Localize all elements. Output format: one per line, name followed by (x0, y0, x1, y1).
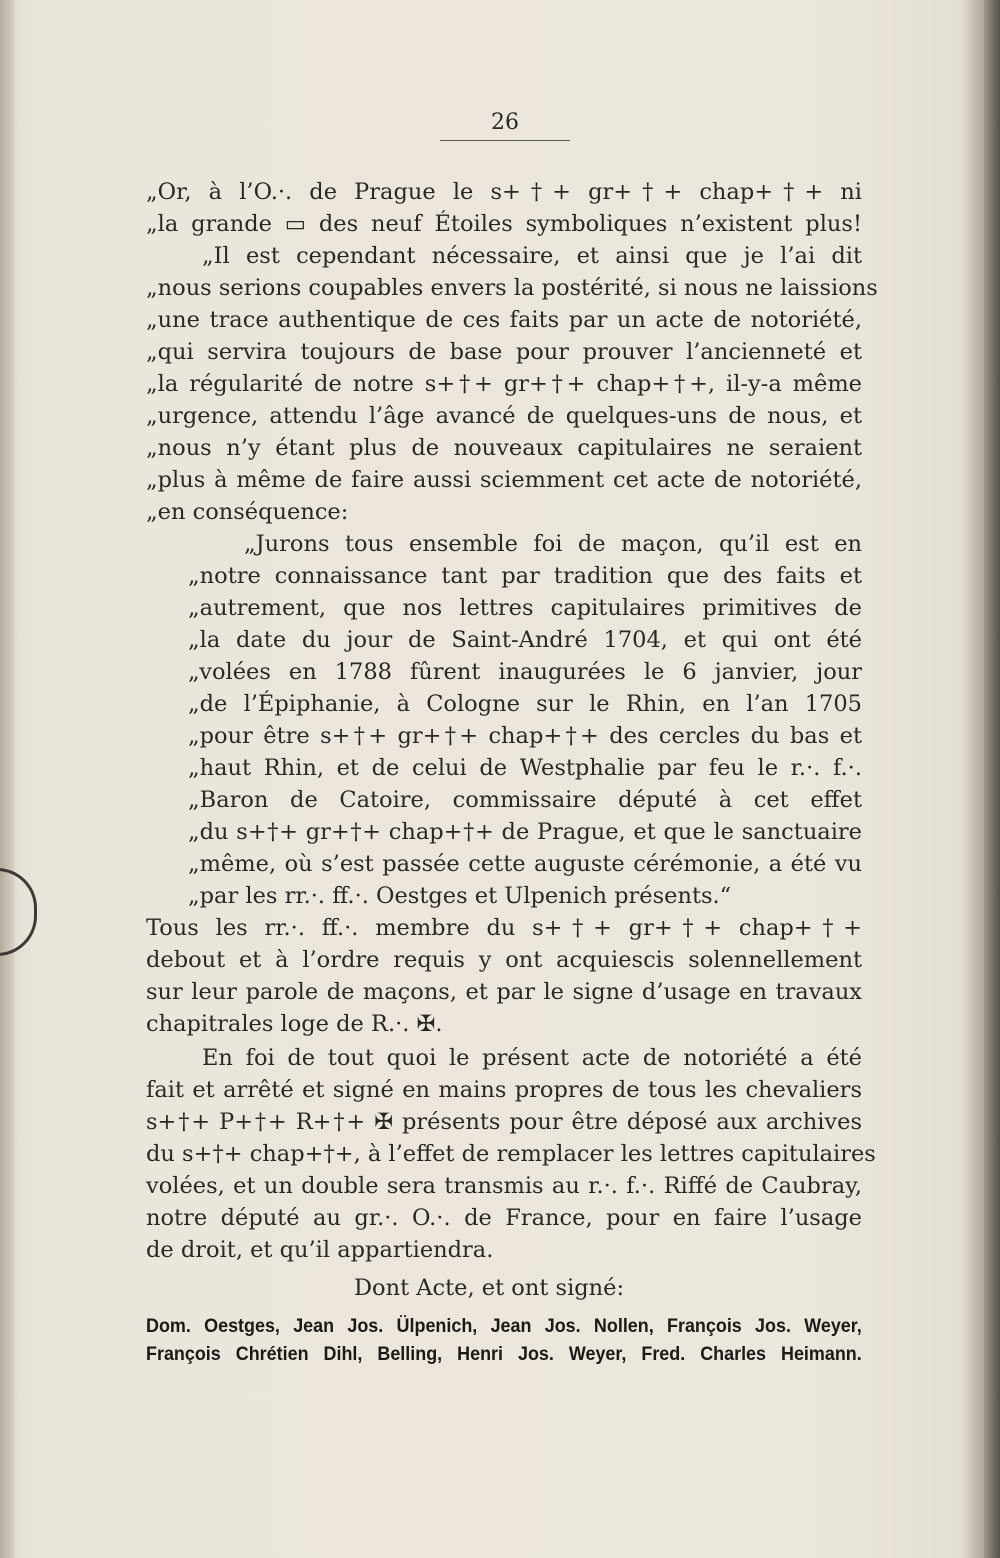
text-line: „nous n’y étant plus de nouveaux capitulaires ne seraient (146, 435, 862, 461)
text-line: debout et à l’ordre requis y ont acquiescis solennellement (146, 947, 862, 973)
text-line: „qui servira toujours de base pour prouver l’ancienneté et (146, 339, 862, 365)
text-line: „la date du jour de Saint-André 1704, et qui ont été (188, 627, 862, 653)
text-line: „de l’Épiphanie, à Cologne sur le Rhin, en l’an 1705 (188, 691, 862, 717)
text-line: „haut Rhin, et de celui de Westphalie par feu le r.·. f.·. (188, 755, 862, 781)
text-line: Dont Acte, et ont signé: (354, 1275, 625, 1301)
text-line: sur leur parole de maçons, et par le signe d’usage en travaux (146, 979, 862, 1005)
text-line: s+†+ P+†+ R+†+ ✠ présents pour être déposé aux archives (146, 1109, 862, 1135)
text-line: „du s+†+ gr+†+ chap+†+ de Prague, et que le sanctuaire (188, 819, 862, 845)
text-line: fait et arrêté et signé en mains propres de tous les chevaliers (146, 1077, 862, 1103)
text-line: du s+†+ chap+†+, à l’effet de remplacer les lettres capitulaires (146, 1141, 876, 1167)
text-line: volées, et un double sera transmis au r.·. f.·. Riffé de Caubray, (146, 1173, 862, 1199)
text-line: „pour être s+†+ gr+†+ chap+†+ des cercles du bas et (188, 723, 862, 749)
text-line: „urgence, attendu l’âge avancé de quelques-uns de nous, et (146, 403, 862, 429)
text-line: „autrement, que nos lettres capitulaires primitives de (188, 595, 862, 621)
binding-ring-mark (0, 868, 37, 956)
text-line: „la grande ▭ des neuf Étoiles symboliques n’existent plus! (146, 211, 862, 237)
signature-line: Dom. Oestges, Jean Jos. Ülpenich, Jean Jos. Nollen, François Jos. Weyer, (146, 1315, 862, 1337)
text-line: chapitrales loge de R.·. ✠. (146, 1011, 443, 1037)
text-line: En foi de tout quoi le présent acte de notoriété a été (202, 1045, 862, 1071)
text-line: „une trace authentique de ces faits par un acte de notoriété, (146, 307, 862, 333)
page-number-rule (440, 140, 570, 141)
text-line: „Baron de Catoire, commissaire député à cet effet (188, 787, 862, 813)
text-line: notre député au gr.·. O.·. de France, pour en faire l’usage (146, 1205, 862, 1231)
text-line: „par les rr.·. ff.·. Oestges et Ulpenich présents.“ (188, 883, 732, 909)
text-line: „Or, à l’O.·. de Prague le s+†+ gr+†+ chap+†+ ni (146, 179, 862, 205)
text-line: de droit, et qu’il appartiendra. (146, 1237, 494, 1263)
text-line: „Jurons tous ensemble foi de maçon, qu’il est en (244, 531, 862, 557)
text-line: „même, où s’est passée cette auguste cérémonie, a été vu (188, 851, 862, 877)
page-right-edge (984, 0, 1000, 1558)
text-line: Tous les rr.·. ff.·. membre du s+†+ gr+†+ chap+†+ (146, 915, 862, 941)
page-number: 26 (491, 110, 519, 135)
page-left-edge (0, 0, 14, 1558)
text-line: „nous serions coupables envers la postérité, si nous ne laissions (146, 275, 878, 301)
text-line: „en conséquence: (146, 499, 349, 525)
text-line: „Il est cependant nécessaire, et ainsi que je l’ai dit (202, 243, 862, 269)
signature-line: François Chrétien Dihl, Belling, Henri Jos. Weyer, Fred. Charles Heimann. (146, 1343, 862, 1365)
text-line: „la régularité de notre s+†+ gr+†+ chap+†+, il-y-a même (146, 371, 862, 397)
text-line: „notre connaissance tant par tradition que des faits et (188, 563, 862, 589)
text-line: „plus à même de faire aussi sciemment cet acte de notoriété, (146, 467, 862, 493)
text-line: „volées en 1788 fûrent inaugurées le 6 janvier, jour (188, 659, 862, 685)
